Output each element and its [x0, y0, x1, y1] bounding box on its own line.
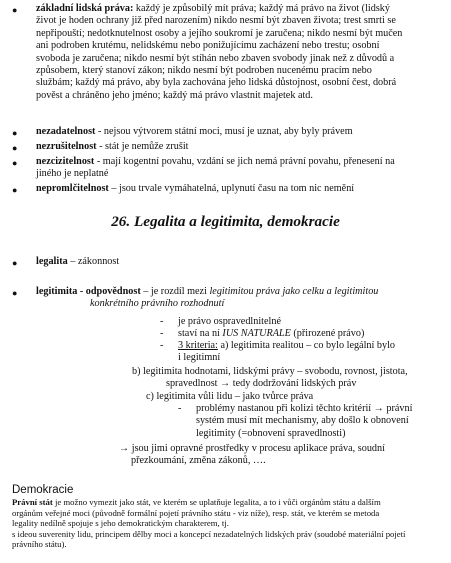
point-1: - je právo ospravedlnitelné [160, 316, 281, 327]
remedies: → jsou jimi opravné prostředky v procesu aplikace práva, soudní přezkoumání, změna zákonů, …. [119, 443, 385, 467]
point-problems: - problémy nastanou při kolizi těchto kritérií → právní systém musí mít mechanismy, aby došlo k obnovení legitimity (=obnovení spravedlnosti) [178, 403, 413, 439]
property-nezcizitelnost: nezcizitelnost - mají kogentní povahu, vzdání se jich nemá právní povahu, přenesení na jiného je neplatné [36, 156, 395, 180]
demokracie-title: Demokracie [12, 484, 74, 496]
bullet: ● [12, 143, 18, 153]
property-nezrusitelnost: nezrušitelnost - stát je nemůže zrušit [36, 141, 189, 152]
rights-term: základní lidská práva: [36, 3, 134, 14]
criterion-c: c) legitimita vůli lidu – jako tvůrce práva [146, 391, 314, 402]
criterion-b: b) legitimita hodnotami, lidskými právy – svobodu, rovnost, jistota, spravedlnost → tedy dodržování lidských práv [132, 366, 408, 390]
human-rights-paragraph: základní lidská práva: každý je způsobilý mít práva; každý má právo na život (lidský život je hoden ochrany již před narozením) nikdo nesmí být zbaven života; trest smrti se nepřipouští; nedotknutelnost osoby a jejího soukromí je zaručena; nikdo nesmí být mučen ani podroben krutému, nelidskému nebo ponižujícímu zacházení nebo trestu; osobní svoboda je zaručena; nikdo nesmí být stíhán nebo zbaven svobody jinak než z důvodů a způsobem, který stanoví zákon; nikdo nesmí být podroben nucenému pracím nebo službám; každý má právo, aby byla zachována jeho lidská důstojnost, osobní čest, dobrá pověst a chráněno jeho jméno; každý má právo vlastnit majetek atd. [36, 3, 403, 101]
bullet: ● [12, 258, 18, 268]
bullet: ● [12, 128, 18, 138]
property-nezadatelnost: nezadatelnost - nejsou výtvorem státní moci, musí je uznat, aby byly právem [36, 126, 353, 137]
point-2: - staví na ní IUS NATURALE (přirozené právo) [160, 328, 365, 339]
bullet: ● [12, 185, 18, 195]
bullet: ● [12, 5, 18, 15]
demokracie-paragraph: Právní stát je možno vymezit jako stát, ve kterém se uplatňuje legalita, a to i vůči orgánům státu a dalším orgánům veřejné moci (původně formální pojetí právního státu - viz níže), resp. stát, ve kterém se metoda legality nedílně spojuje s jeho demokratickým charakterem, tj. s ideou suverenity lidu, principem dělby moci a koncepcí nezadatelných lidských práv (soudobé materiální pojetí právního státu). [12, 497, 406, 550]
bullet: ● [12, 288, 18, 298]
bullet: ● [12, 158, 18, 168]
legalita-item: legalita – zákonnost [36, 256, 120, 267]
point-3: - 3 kriteria: a) legitimita realitou – co bylo legální bylo i legitimní [160, 340, 395, 364]
legitimita-item: legitimita - odpovědnost – je rozdíl mezi legitimitou práva jako celku a legitimitou konkrétního právního rozhodnutí [36, 286, 379, 310]
property-nepromlcitelnost: nepromlčitelnost – jsou trvale vymáhatelná, uplynutí času na tom nic nemění [36, 183, 355, 194]
section-heading: 26. Legalita a legitimita, demokracie [111, 213, 340, 230]
